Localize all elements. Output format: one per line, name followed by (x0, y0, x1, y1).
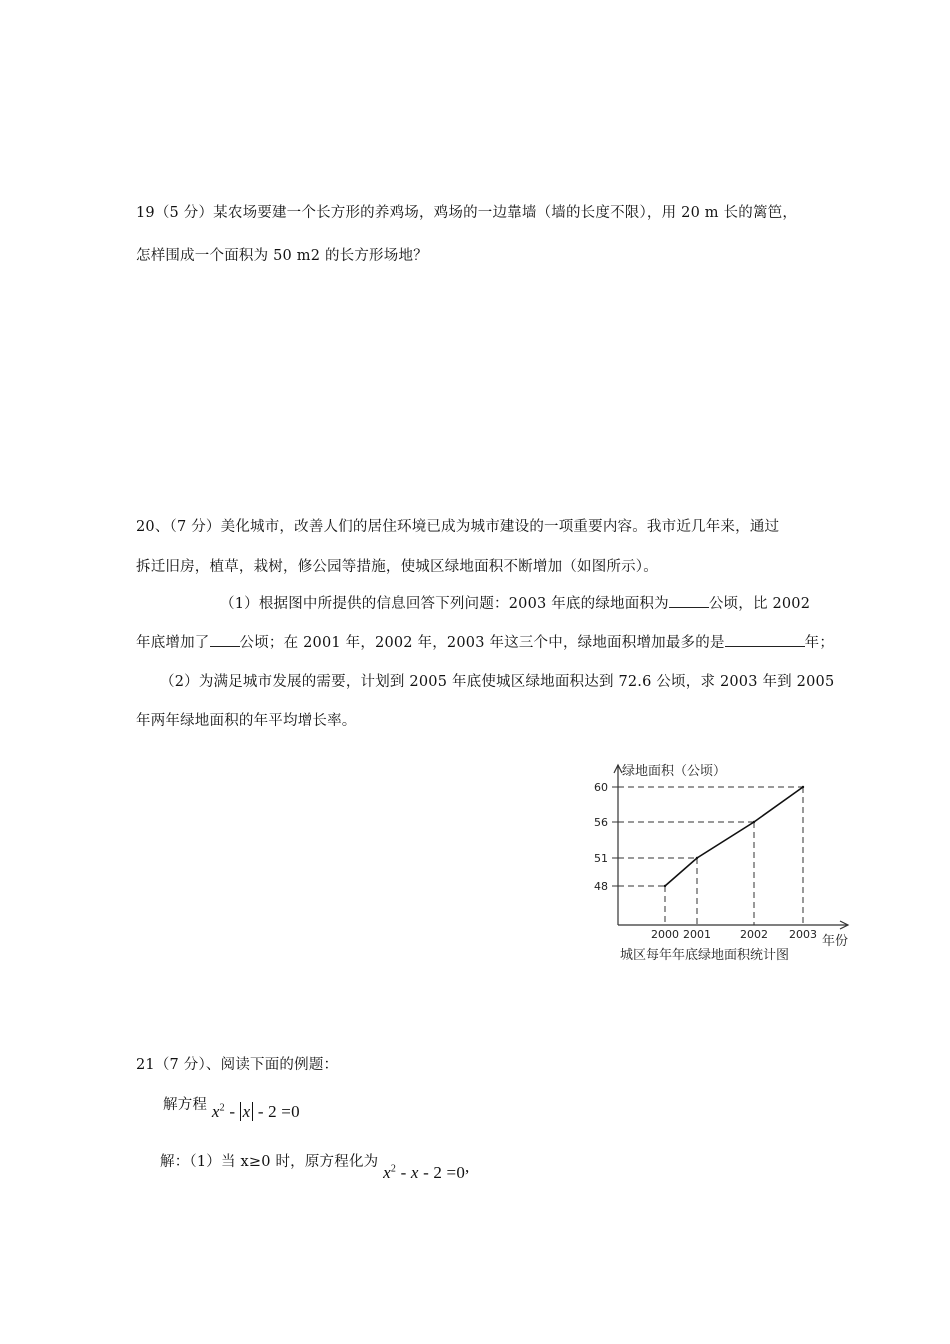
q20-line-3-text-a: （1）根据图中所提供的信息回答下列问题：2003 年底的绿地面积为 (220, 596, 669, 612)
answer-blank-year[interactable] (725, 632, 805, 647)
data-point-2000 (664, 885, 666, 887)
q20-line-4-text-b: 公顷；在 2001 年，2002 年，2003 年这三个中，绿地面积增加最多的是 (239, 635, 725, 651)
data-point-2002 (753, 821, 755, 823)
answer-blank-2003-area[interactable] (669, 593, 709, 608)
data-point-2001 (696, 857, 698, 859)
q19-line-1: 19（5 分）某农场要建一个长方形的养鸡场，鸡场的一边靠墙（墙的长度不限），用 20 m 长的篱笆， (136, 205, 798, 221)
green-area-chart (590, 755, 865, 970)
series-line (665, 787, 803, 886)
eq1-var-x: x (211, 1102, 220, 1121)
x-tick-label-2003: 2003 (789, 928, 817, 941)
chart-title: 城区每年年底绿地面积统计图 (620, 948, 790, 963)
q21-solution-1 (160, 1150, 470, 1182)
eq2-exponent: 2 (390, 1163, 397, 1175)
equation-abs (212, 1102, 300, 1121)
q20-line-6: 年两年绿地面积的年平均增长率。 (136, 713, 357, 729)
eq1-minus: - (224, 1102, 240, 1121)
q20-line-3 (220, 592, 810, 613)
q20-line-3-text-b: 公顷，比 2002 (708, 596, 811, 612)
eq1-abs-x: x (240, 1102, 254, 1121)
q21-solution-prefix: 解：（1）当 x≥0 时，原方程化为 (160, 1154, 379, 1170)
q20-line-2: 拆迁旧房，植草，栽树，修公园等措施，使城区绿地面积不断增加（如图所示）。 (136, 559, 658, 575)
eq2-minus: - (396, 1163, 411, 1182)
eq1-rest: - 2 =0 (253, 1102, 300, 1121)
answer-blank-increase[interactable] (210, 632, 240, 647)
q21-line-1: 21（7 分）、阅读下面的例题： (136, 1057, 339, 1073)
x-axis-label: 年份 (822, 934, 849, 949)
data-point-2003 (802, 786, 804, 788)
x-tick-label-2001: 2001 (683, 928, 711, 941)
y-tick-label-48: 48 (594, 880, 608, 893)
q20-line-4-text-c: 年； (804, 635, 835, 651)
q20-line-4-text-a: 年底增加了 (136, 635, 210, 651)
y-tick-label-60: 60 (594, 781, 608, 794)
q20-line-5: （2）为满足城市发展的需要，计划到 2005 年底使城区绿地面积达到 72.6 公顷，求 2003 年到 2005 (160, 674, 835, 690)
q20-line-1: 20、（7 分）美化城市，改善人们的居住环境已成为城市建设的一项重要内容。我市近几年来，通过 (136, 519, 780, 535)
y-tick-label-51: 51 (594, 852, 608, 865)
y-axis-label: 绿地面积（公顷） (622, 764, 727, 779)
eq1-exponent: 2 (219, 1102, 225, 1114)
q21-example (163, 1093, 300, 1121)
q19-line-2: 怎样围成一个面积为 50 m2 的长方形场地？ (136, 248, 428, 264)
x-tick-label-2002: 2002 (740, 928, 768, 941)
equation-case-1 (383, 1157, 470, 1182)
x-tick-label-2000: 2000 (651, 928, 679, 941)
q20-line-4 (136, 631, 834, 652)
eq2-var-x2: x (410, 1163, 419, 1182)
eq2-var-x: x (383, 1163, 391, 1182)
q21-example-label: 解方程 (163, 1097, 208, 1113)
eq2-comma: , (465, 1157, 470, 1176)
eq2-rest: - 2 =0 (418, 1163, 466, 1182)
y-tick-label-56: 56 (594, 816, 608, 829)
